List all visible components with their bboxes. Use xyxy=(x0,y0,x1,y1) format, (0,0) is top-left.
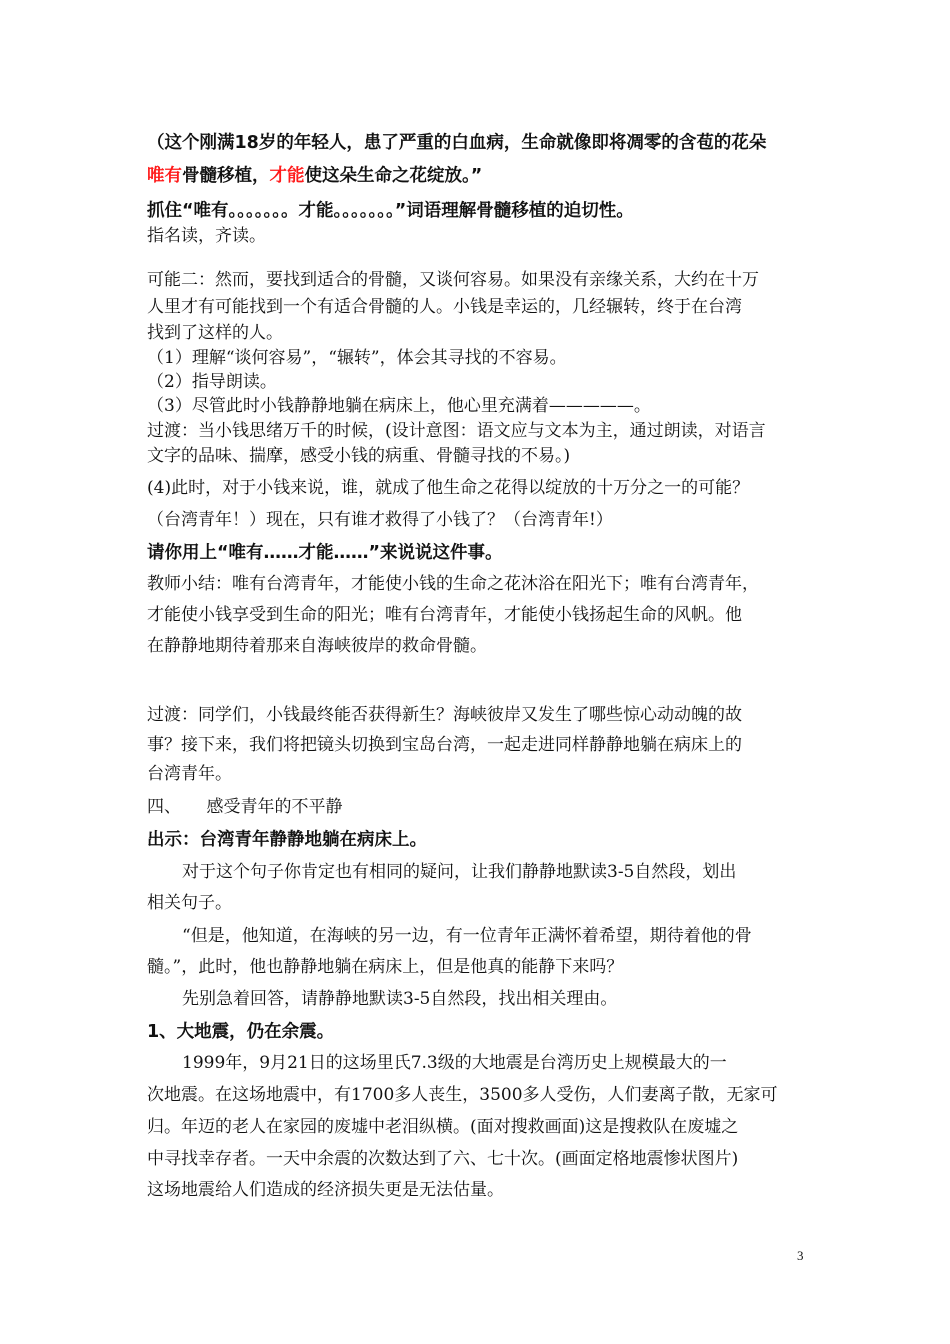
line-27: 髓。”，此时，他也静静地躺在病床上，但是他真的能静下来吗？ xyxy=(147,957,624,977)
line-17: 才能使小钱享受到生命的阳光；唯有台湾青年，才能使小钱扬起生命的风帆。他 xyxy=(147,605,742,625)
line-13: (4)此时，对于小钱来说，谁，就成了他生命之花得以绽放的十万分之一的可能？ xyxy=(147,478,750,498)
line-12: 文字的品味、揣摩，感受小钱的病重、骨髓寻找的不易。) xyxy=(147,446,571,466)
line-2-part-b: 使这朵生命之花绽放。” xyxy=(304,166,483,186)
line-24: 对于这个句子你肯定也有相同的疑问，让我们静静地默读3-5自然段，划出 xyxy=(182,862,737,882)
line-29: 1、大地震，仍在余震。 xyxy=(147,1022,335,1042)
line-14: （台湾青年！）现在，只有谁才救得了小钱了？（台湾青年!） xyxy=(147,510,613,530)
line-4: 指名读，齐读。 xyxy=(147,226,266,246)
line-11: 过渡：当小钱思绪万千的时候，(设计意图：语文应与文本为主，通过朗读，对语言 xyxy=(147,421,766,441)
emphasis-caineng: 才能 xyxy=(269,166,305,186)
line-8: （1）理解“谈何容易”，“辗转”，体会其寻找的不容易。 xyxy=(147,348,567,368)
line-1: （这个刚满18岁的年轻人，患了严重的白血病，生命就像即将凋零的含苞的花朵 xyxy=(147,133,767,153)
line-21: 台湾青年。 xyxy=(147,764,232,784)
line-32: 归。年迈的老人在家园的废墟中老泪纵横。(面对搜救画面)这是搜救队在废墟之 xyxy=(147,1117,739,1137)
line-16: 教师小结：唯有台湾青年，才能使小钱的生命之花沐浴在阳光下；唯有台湾青年， xyxy=(147,574,759,594)
line-7: 找到了这样的人。 xyxy=(147,323,283,343)
line-18: 在静静地期待着那来自海峡彼岸的救命骨髓。 xyxy=(147,636,487,656)
line-33: 中寻找幸存者。一天中余震的次数达到了六、七十次。(画面定格地震惨状图片) xyxy=(147,1149,739,1169)
line-25: 相关句子。 xyxy=(147,893,232,913)
line-23: 出示：台湾青年静静地躺在病床上。 xyxy=(147,830,427,850)
line-2 xyxy=(147,166,817,187)
line-34: 这场地震给人们造成的经济损失更是无法估量。 xyxy=(147,1180,504,1200)
emphasis-weiyou: 唯有 xyxy=(147,166,182,186)
line-28: 先别急着回答，请静静地默读3-5自然段，找出相关理由。 xyxy=(182,989,618,1009)
line-15: 请你用上“唯有……才能……”来说说这件事。 xyxy=(147,543,503,563)
line-19: 过渡：同学们，小钱最终能否获得新生？海峡彼岸又发生了哪些惊心动动魄的故 xyxy=(147,705,742,725)
line-3: 抓住“唯有。。。。。。。才能。。。。。。。”词语理解骨髓移植的迫切性。 xyxy=(147,201,634,221)
line-30: 1999年，9月21日的这场里氏7.3级的大地震是台湾历史上规模最大的一 xyxy=(182,1053,727,1073)
line-20: 事？接下来，我们将把镜头切换到宝岛台湾，一起走进同样静静地躺在病床上的 xyxy=(147,735,742,755)
line-26: “但是，他知道，在海峡的另一边，有一位青年正满怀着希望，期待着他的骨 xyxy=(182,926,752,946)
line-6: 人里才有可能找到一个有适合骨髓的人。小钱是幸运的，几经辗转，终于在台湾 xyxy=(147,297,742,317)
line-5: 可能二：然而，要找到适合的骨髓，又谈何容易。如果没有亲缘关系，大约在十万 xyxy=(147,270,759,290)
line-31: 次地震。在这场地震中，有1700多人丧生，3500多人受伤，人们妻离子散，无家可 xyxy=(147,1085,778,1105)
line-2-part-a: 骨髓移植， xyxy=(182,166,270,186)
line-22: 四、 感受青年的不平静 xyxy=(147,797,343,817)
line-9: （2）指导朗读。 xyxy=(147,372,277,392)
page-number: 3 xyxy=(797,1248,804,1263)
line-10: （3）尽管此时小钱静静地躺在病床上，他心里充满着—————。 xyxy=(147,396,651,416)
